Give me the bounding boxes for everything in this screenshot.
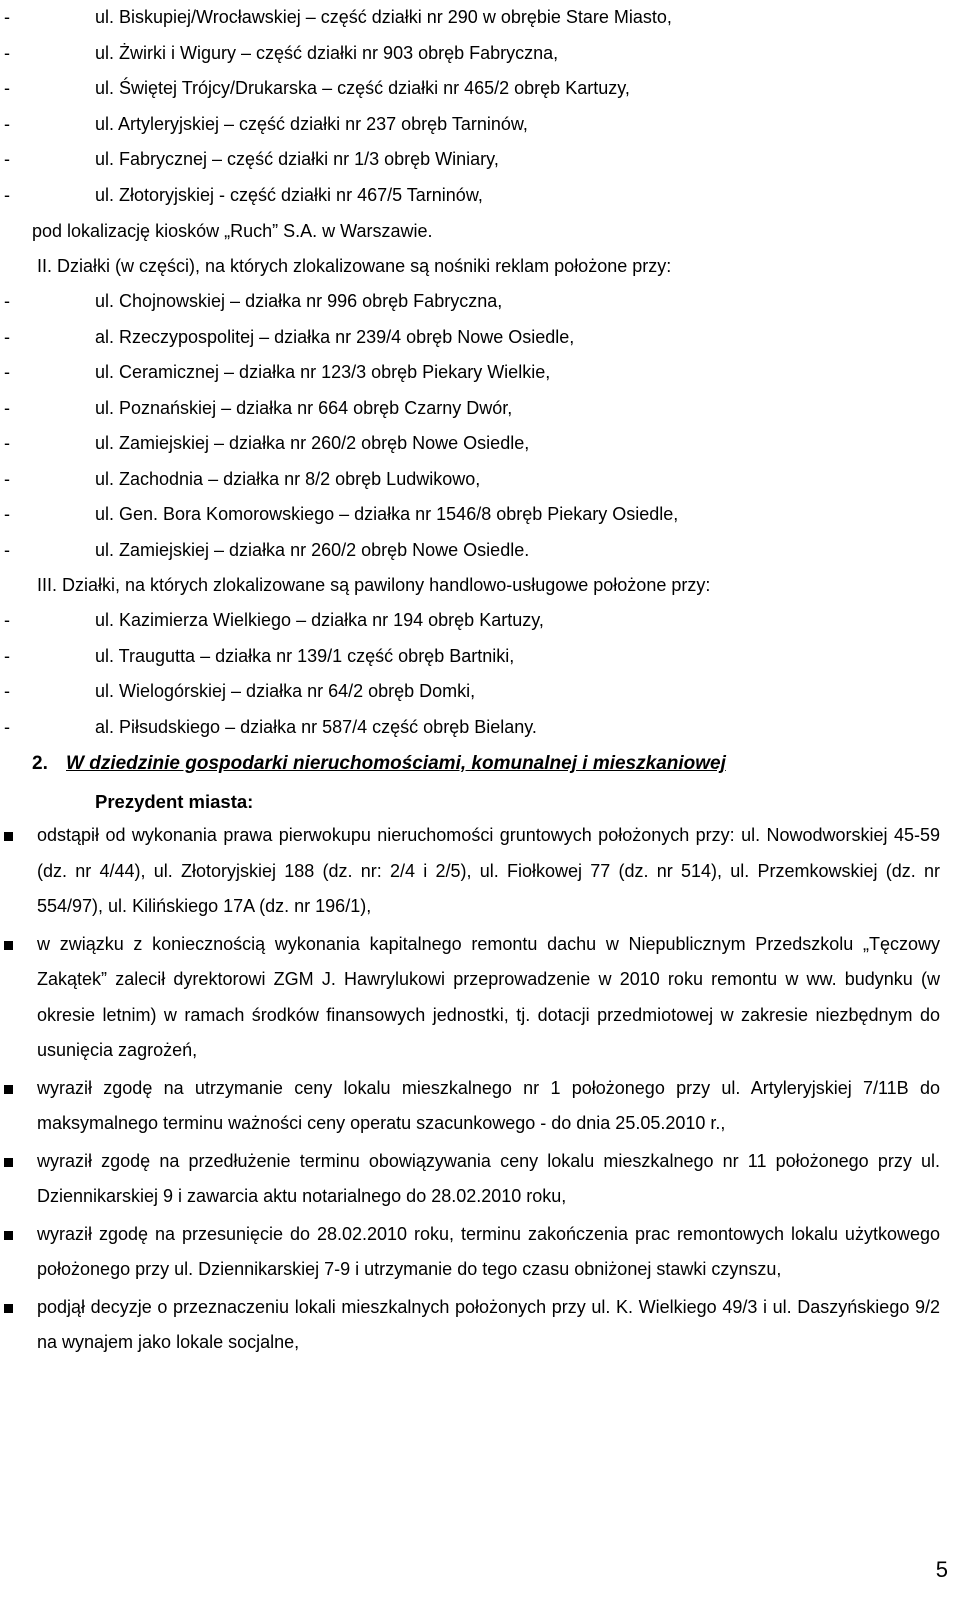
list-item-text: ul. Złotoryjskiej - część działki nr 467/5 Tarninów,: [95, 184, 483, 205]
dash-marker: -: [4, 113, 10, 134]
list-item-text: ul. Zachodnia – działka nr 8/2 obręb Ludwikowo,: [95, 468, 481, 489]
president-label: Prezydent miasta:: [95, 791, 254, 812]
list-item-text: ul. Gen. Bora Komorowskiego – działka nr 1546/8 obręb Piekary Osiedle,: [95, 504, 679, 524]
list-item-text: ul. Świętej Trójcy/Drukarska – część działki nr 465/2 obręb Kartuzy,: [95, 78, 630, 98]
list-item-text: ul. Żwirki i Wigury – część działki nr 903 obręb Fabryczna,: [95, 42, 559, 63]
decision-text: podjął decyzje o przeznaczeniu lokali mieszkalnych położonych przy ul. K. Wielkiego 49/3 i ul. Daszyńskiego 9/2 na wynajem jako lokale socjalne,: [37, 1296, 940, 1352]
dash-marker: -: [4, 326, 10, 347]
list-item-text: ul. Ceramicznej – działka nr 123/3 obręb Piekary Wielkie,: [95, 362, 551, 382]
square-bullet-icon: [4, 1231, 13, 1240]
decision-text: odstąpił od wykonania prawa pierwokupu nieruchomości gruntowych położonych przy: ul. Nowodworskiej 45-59 (dz. nr 4/44), ul. Złotoryjskiej 188 (dz. nr: 2/4 i 2/5), ul. Fiołkowej 77 (dz. nr 514), ul. Przemkowskiej (dz. nr 554/97), ul. Kilińskiego 17A (dz. nr 196/1),: [37, 825, 940, 916]
list-item-text: ul. Artyleryjskiej – część działki nr 237 obręb Tarninów,: [95, 113, 528, 134]
decision-item: [0, 1071, 960, 1142]
chapter-heading: [32, 753, 726, 775]
list-item: [0, 391, 960, 427]
pavilion-locations-list: [0, 603, 960, 745]
list-item: [0, 142, 960, 178]
section-3-heading: III. Działki, na których zlokalizowane są pawilony handlowo-usługowe położone przy:: [37, 575, 711, 595]
page-number: 5: [935, 1557, 948, 1582]
dash-marker: -: [4, 433, 10, 453]
square-bullet-icon: [4, 832, 13, 841]
list-item: [0, 710, 960, 746]
list-item: [0, 178, 960, 214]
dash-marker: -: [4, 7, 10, 27]
list-item-text: ul. Chojnowskiej – działka nr 996 obręb Fabryczna,: [95, 291, 503, 311]
president-decisions-list: [0, 818, 960, 1363]
list-item: [0, 320, 960, 356]
list-item-text: ul. Biskupiej/Wrocławskiej – część działki nr 290 w obrębie Stare Miasto,: [95, 7, 672, 27]
list-item: [0, 533, 960, 569]
chapter-number: 2.: [32, 753, 48, 774]
dash-marker: -: [4, 681, 10, 701]
dash-marker: -: [4, 42, 10, 63]
decision-item: [0, 1217, 960, 1288]
list-item: [0, 426, 960, 462]
list-item-text: al. Piłsudskiego – działka nr 587/4 część obręb Bielany.: [95, 716, 537, 737]
list-item: [0, 0, 960, 36]
list-item-text: ul. Kazimierza Wielkiego – działka nr 194 obręb Kartuzy,: [95, 610, 544, 630]
decision-item: [0, 1290, 960, 1361]
list-item: [0, 497, 960, 533]
decision-text: wyraził zgodę na utrzymanie ceny lokalu mieszkalnego nr 1 położonego przy ul. Artyleryjskiej 7/11B do maksymalnego terminu ważności ceny operatu szacunkowego - do dnia 25.05.2010 r.,: [37, 1077, 940, 1133]
decision-text: wyraził zgodę na przedłużenie terminu obowiązywania ceny lokalu mieszkalnego nr 11 położonego przy ul. Dziennikarskiej 9 i zawarcia aktu notarialnego do 28.02.2010 roku,: [37, 1150, 940, 1206]
list-item-text: ul. Wielogórskiej – działka nr 64/2 obręb Domki,: [95, 681, 476, 701]
square-bullet-icon: [4, 1304, 13, 1313]
square-bullet-icon: [4, 1158, 13, 1167]
list-item-text: al. Rzeczypospolitej – działka nr 239/4 obręb Nowe Osiedle,: [95, 326, 575, 347]
dash-marker: -: [4, 610, 10, 630]
decision-text: w związku z koniecznością wykonania kapitalnego remontu dachu w Niepublicznym Przedszkolu „Tęczowy Zakątek” zalecił dyrektorowi ZGM J. Hawrylukowi przeprowadzenie w 2010 roku remontu w ww. budynku (w okresie letnim) w ramach środków finansowych jednostki, tj. dotacji przedmiotowej w zakresie niezbędnym do usunięcia zagrożeń,: [37, 933, 940, 1060]
list-item: [0, 462, 960, 498]
dash-marker: -: [4, 362, 10, 382]
dash-marker: -: [4, 291, 10, 311]
dash-marker: -: [4, 184, 10, 205]
square-bullet-icon: [4, 1085, 13, 1094]
dash-marker: -: [4, 468, 10, 489]
list-item: [0, 355, 960, 391]
list-item: [0, 107, 960, 143]
dash-marker: -: [4, 397, 10, 418]
decision-item: [0, 818, 960, 925]
list-item: [0, 674, 960, 710]
decision-item: [0, 1144, 960, 1215]
list-item: [0, 284, 960, 320]
kiosk-locations-list: [0, 0, 960, 213]
dash-marker: -: [4, 645, 10, 666]
square-bullet-icon: [4, 941, 13, 950]
list-item-text: ul. Fabrycznej – część działki nr 1/3 obręb Winiary,: [95, 149, 499, 169]
dash-marker: -: [4, 504, 10, 524]
list-item: [0, 639, 960, 675]
list-item: [0, 71, 960, 107]
decision-item: [0, 927, 960, 1069]
dash-marker: -: [4, 539, 10, 560]
decision-text: wyraził zgodę na przesunięcie do 28.02.2010 roku, terminu zakończenia prac remontowych lokalu użytkowego położonego przy ul. Dziennikarskiej 7-9 i utrzymanie do tego czasu obniżonej stawki czynszu,: [37, 1223, 940, 1279]
dash-marker: -: [4, 149, 10, 169]
list-item: [0, 36, 960, 72]
list-item: [0, 603, 960, 639]
kiosk-list-tail: pod lokalizację kiosków „Ruch” S.A. w Warszawie.: [32, 221, 433, 241]
section-2-heading: II. Działki (w części), na których zlokalizowane są nośniki reklam położone przy:: [37, 256, 672, 276]
list-item-text: ul. Traugutta – działka nr 139/1 część obręb Bartniki,: [95, 645, 515, 666]
list-item-text: ul. Zamiejskiej – działka nr 260/2 obręb Nowe Osiedle,: [95, 433, 530, 453]
list-item-text: ul. Poznańskiej – działka nr 664 obręb Czarny Dwór,: [95, 397, 513, 418]
list-item-text: ul. Zamiejskiej – działka nr 260/2 obręb Nowe Osiedle.: [95, 539, 530, 560]
dash-marker: -: [4, 716, 10, 737]
chapter-title: W dziedzinie gospodarki nieruchomościami, komunalnej i mieszkaniowej: [66, 753, 726, 774]
dash-marker: -: [4, 78, 10, 98]
advertising-locations-list: [0, 284, 960, 568]
